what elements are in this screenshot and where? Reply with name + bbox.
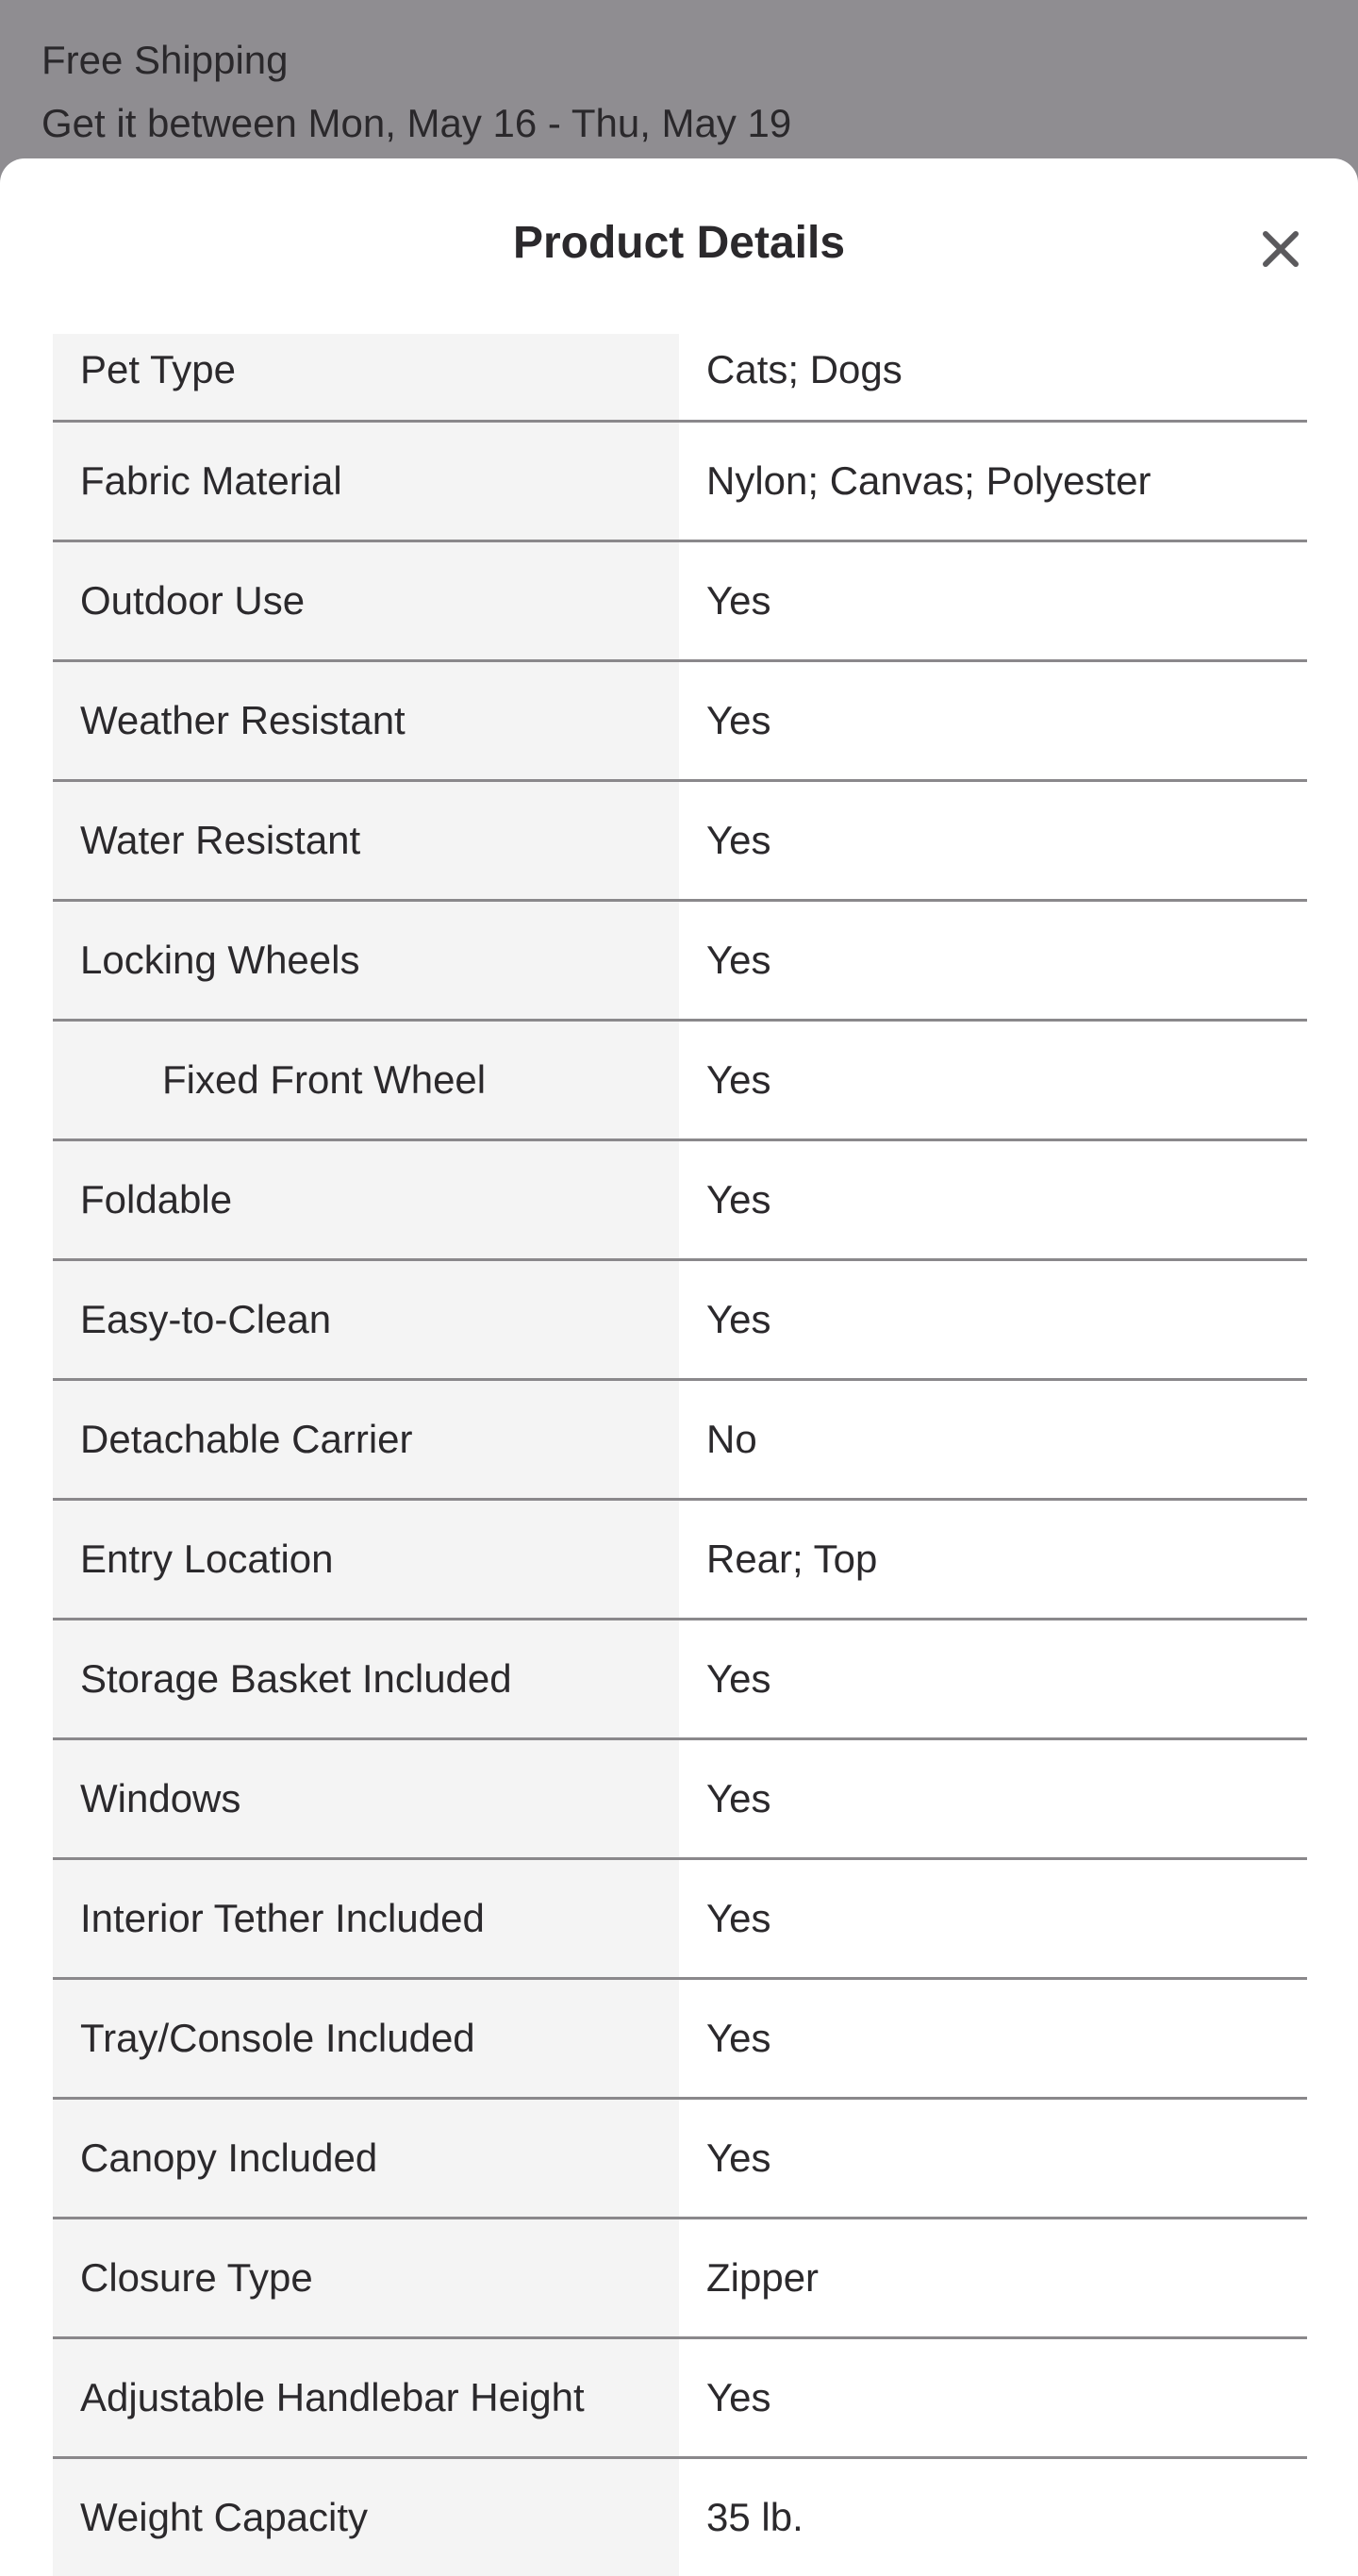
detail-label: Storage Basket Included (53, 1620, 679, 1737)
detail-label: Pet Type (53, 334, 679, 420)
detail-label: Tray/Console Included (53, 1980, 679, 2097)
table-row (53, 1980, 1307, 2100)
detail-value: Yes (679, 2100, 1307, 2217)
detail-value: Yes (679, 662, 1307, 779)
table-row (53, 1620, 1307, 1740)
detail-label: Locking Wheels (53, 902, 679, 1019)
detail-value: Yes (679, 1261, 1307, 1378)
table-row (53, 2339, 1307, 2459)
detail-value: Yes (679, 1022, 1307, 1138)
detail-label: Foldable (53, 1141, 679, 1258)
detail-label: Canopy Included (53, 2100, 679, 2217)
table-row (53, 1381, 1307, 1501)
table-row (53, 902, 1307, 1022)
table-row (53, 1261, 1307, 1381)
detail-value: Yes (679, 1980, 1307, 2097)
detail-value: Nylon; Canvas; Polyester (679, 423, 1307, 540)
detail-label: Windows (53, 1740, 679, 1857)
detail-value: 35 lb. (679, 2459, 1307, 2576)
table-row (53, 2219, 1307, 2339)
detail-value: Yes (679, 1620, 1307, 1737)
detail-value: Yes (679, 782, 1307, 899)
detail-value: Yes (679, 542, 1307, 659)
table-row (53, 1141, 1307, 1261)
table-row (53, 1860, 1307, 1980)
close-button[interactable] (1260, 228, 1301, 270)
table-row (53, 2459, 1307, 2576)
table-row (53, 1740, 1307, 1860)
modal-title: Product Details (512, 218, 846, 268)
delivery-estimate: Get it between Mon, May 16 - Thu, May 19 (41, 101, 792, 145)
detail-value: No (679, 1381, 1307, 1498)
detail-label: Entry Location (53, 1501, 679, 1618)
table-row (53, 423, 1307, 542)
detail-value: Yes (679, 902, 1307, 1019)
detail-label: Fixed Front Wheel (53, 1022, 679, 1138)
table-row (53, 542, 1307, 662)
free-shipping-label: Free Shipping (41, 38, 289, 82)
detail-value: Yes (679, 1141, 1307, 1258)
detail-label: Weight Capacity (53, 2459, 679, 2576)
close-icon (1260, 228, 1301, 270)
table-row (53, 334, 1307, 423)
detail-label: Fabric Material (53, 423, 679, 540)
detail-label: Interior Tether Included (53, 1860, 679, 1977)
table-row (53, 1501, 1307, 1620)
detail-label: Closure Type (53, 2219, 679, 2336)
product-details-modal (0, 158, 1358, 2576)
table-row (53, 1022, 1307, 1141)
table-row (53, 2100, 1307, 2219)
detail-label: Adjustable Handlebar Height (53, 2339, 679, 2456)
modal-header (0, 158, 1358, 334)
detail-label: Detachable Carrier (53, 1381, 679, 1498)
detail-value: Cats; Dogs (679, 334, 1307, 420)
detail-label: Outdoor Use (53, 542, 679, 659)
table-row (53, 782, 1307, 902)
detail-label: Weather Resistant (53, 662, 679, 779)
detail-label: Water Resistant (53, 782, 679, 899)
table-row (53, 662, 1307, 782)
detail-label: Easy-to-Clean (53, 1261, 679, 1378)
detail-value: Zipper (679, 2219, 1307, 2336)
detail-value: Rear; Top (679, 1501, 1307, 1618)
detail-value: Yes (679, 2339, 1307, 2456)
product-details-table (53, 334, 1307, 2576)
detail-value: Yes (679, 1860, 1307, 1977)
backdrop-shipping-info (0, 0, 1358, 179)
detail-value: Yes (679, 1740, 1307, 1857)
